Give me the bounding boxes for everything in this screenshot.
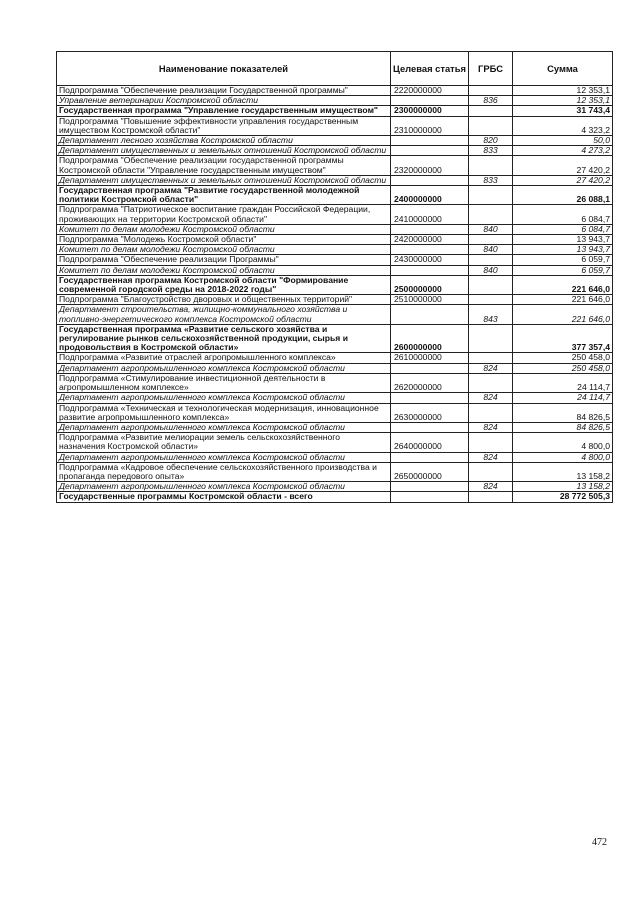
row-grbs-cell: 824	[469, 482, 513, 492]
table-row	[57, 363, 613, 373]
row-grbs-cell: 833	[469, 175, 513, 185]
header-grbs: ГРБС	[469, 52, 513, 86]
table-row	[57, 393, 613, 403]
table-row	[57, 452, 613, 462]
row-target-article-cell: 2420000000	[391, 235, 469, 245]
row-grbs-cell: 833	[469, 146, 513, 156]
table-row	[57, 295, 613, 305]
row-grbs-cell: 824	[469, 363, 513, 373]
row-grbs-cell: 840	[469, 224, 513, 234]
row-name-cell: Подпрограмма "Патриотическое воспитание граждан Российской Федерации, проживающих на территории Костромской области"	[57, 205, 391, 224]
row-sum-cell: 221 646,0	[513, 305, 613, 324]
row-sum-cell: 27 420,2	[513, 156, 613, 175]
row-sum-cell: 12 353,1	[513, 96, 613, 106]
table-row	[57, 305, 613, 324]
row-sum-cell: 250 458,0	[513, 353, 613, 363]
row-target-article-cell	[391, 146, 469, 156]
row-target-article-cell: 2610000000	[391, 353, 469, 363]
row-target-article-cell	[391, 136, 469, 146]
row-name-cell: Подпрограмма "Обеспечение реализации Программы"	[57, 255, 391, 265]
row-sum-cell: 6 059,7	[513, 265, 613, 275]
table-row	[57, 492, 613, 502]
row-target-article-cell: 2310000000	[391, 116, 469, 135]
row-grbs-cell	[469, 462, 513, 481]
row-name-cell: Департамент лесного хозяйства Костромской области	[57, 136, 391, 146]
table-row	[57, 224, 613, 234]
table-body	[57, 86, 613, 503]
row-sum-cell: 84 826,5	[513, 403, 613, 422]
row-target-article-cell: 2630000000	[391, 403, 469, 422]
row-sum-cell: 24 114,7	[513, 373, 613, 392]
row-sum-cell: 377 357,4	[513, 324, 613, 353]
row-name-cell: Государственная программа «Развитие сельского хозяйства и регулирование рынков сельскохозяйственной продукции, сырья и продовольствия в Костромской области»	[57, 324, 391, 353]
table-row	[57, 373, 613, 392]
row-sum-cell: 6 059,7	[513, 255, 613, 265]
row-sum-cell: 84 826,5	[513, 422, 613, 432]
row-grbs-cell: 824	[469, 393, 513, 403]
table-row	[57, 433, 613, 452]
row-sum-cell: 13 943,7	[513, 235, 613, 245]
row-sum-cell: 13 943,7	[513, 245, 613, 255]
row-name-cell: Комитет по делам молодежи Костромской области	[57, 245, 391, 255]
row-name-cell: Комитет по делам молодежи Костромской области	[57, 224, 391, 234]
row-grbs-cell	[469, 492, 513, 502]
row-grbs-cell	[469, 116, 513, 135]
row-grbs-cell	[469, 353, 513, 363]
row-name-cell: Государственная программа "Управление государственным имуществом"	[57, 106, 391, 116]
row-name-cell: Подпрограмма "Благоустройство дворовых и общественных территорий"	[57, 295, 391, 305]
table-row	[57, 324, 613, 353]
row-target-article-cell: 2600000000	[391, 324, 469, 353]
table-row	[57, 86, 613, 96]
row-grbs-cell: 820	[469, 136, 513, 146]
row-name-cell: Подпрограмма "Обеспечение реализации Государственной программы"	[57, 86, 391, 96]
row-name-cell: Департамент агропромышленного комплекса Костромской области	[57, 482, 391, 492]
row-target-article-cell	[391, 175, 469, 185]
row-grbs-cell: 824	[469, 422, 513, 432]
row-grbs-cell	[469, 235, 513, 245]
row-target-article-cell: 2320000000	[391, 156, 469, 175]
row-sum-cell: 250 458,0	[513, 363, 613, 373]
table-row	[57, 235, 613, 245]
row-name-cell: Подпрограмма «Стимулирование инвестиционной деятельности в агропромышленном комплексе»	[57, 373, 391, 392]
row-target-article-cell: 2220000000	[391, 86, 469, 96]
table-row	[57, 245, 613, 255]
row-target-article-cell: 2510000000	[391, 295, 469, 305]
table-row	[57, 422, 613, 432]
row-name-cell: Государственная программа "Развитие государственной молодежной политики Костромской области"	[57, 186, 391, 205]
row-sum-cell: 28 772 505,3	[513, 492, 613, 502]
table-row	[57, 175, 613, 185]
row-target-article-cell	[391, 245, 469, 255]
header-target-article: Целевая статья	[391, 52, 469, 86]
row-target-article-cell	[391, 96, 469, 106]
row-target-article-cell: 2410000000	[391, 205, 469, 224]
row-grbs-cell: 836	[469, 96, 513, 106]
row-grbs-cell: 840	[469, 245, 513, 255]
row-name-cell: Подпрограмма "Обеспечение реализации государственной программы Костромской области "Управление государственным имуществом"	[57, 156, 391, 175]
row-grbs-cell	[469, 156, 513, 175]
row-target-article-cell: 2300000000	[391, 106, 469, 116]
row-target-article-cell	[391, 452, 469, 462]
table-row	[57, 403, 613, 422]
row-target-article-cell	[391, 482, 469, 492]
row-sum-cell: 6 084,7	[513, 205, 613, 224]
row-sum-cell: 27 420,2	[513, 175, 613, 185]
row-sum-cell: 4 800,0	[513, 452, 613, 462]
row-sum-cell: 4 800,0	[513, 433, 613, 452]
row-grbs-cell	[469, 324, 513, 353]
table-row	[57, 255, 613, 265]
row-grbs-cell: 840	[469, 265, 513, 275]
row-name-cell: Подпрограмма «Развитие отраслей агропромышленного комплекса»	[57, 353, 391, 363]
row-sum-cell: 6 084,7	[513, 224, 613, 234]
table-row	[57, 186, 613, 205]
row-name-cell: Подпрограмма "Повышение эффективности управления государственным имуществом Костромской области"	[57, 116, 391, 135]
row-sum-cell: 24 114,7	[513, 393, 613, 403]
row-name-cell: Департамент агропромышленного комплекса Костромской области	[57, 363, 391, 373]
row-target-article-cell	[391, 265, 469, 275]
table-row	[57, 156, 613, 175]
row-sum-cell: 221 646,0	[513, 275, 613, 294]
table-header-row	[57, 52, 613, 86]
row-sum-cell: 12 353,1	[513, 86, 613, 96]
row-target-article-cell: 2400000000	[391, 186, 469, 205]
row-target-article-cell	[391, 492, 469, 502]
row-grbs-cell	[469, 433, 513, 452]
table-row	[57, 265, 613, 275]
row-sum-cell: 13 158,2	[513, 482, 613, 492]
row-grbs-cell	[469, 403, 513, 422]
budget-table	[56, 51, 613, 503]
table-row	[57, 353, 613, 363]
row-grbs-cell	[469, 275, 513, 294]
row-grbs-cell	[469, 106, 513, 116]
header-sum: Сумма	[513, 52, 613, 86]
table-row	[57, 462, 613, 481]
row-name-cell: Департамент агропромышленного комплекса Костромской области	[57, 452, 391, 462]
table-row	[57, 106, 613, 116]
row-name-cell: Департамент строительства, жилищно-коммунального хозяйства и топливно-энергетического комплекса Костромской области	[57, 305, 391, 324]
row-grbs-cell	[469, 295, 513, 305]
row-grbs-cell: 843	[469, 305, 513, 324]
row-sum-cell: 13 158,2	[513, 462, 613, 481]
row-name-cell: Государственная программа Костромской области "Формирование современной городской среды на 2018-2022 годы"	[57, 275, 391, 294]
row-name-cell: Подпрограмма «Развитие мелиорации земель сельскохозяйственного назначения Костромской области»	[57, 433, 391, 452]
row-target-article-cell: 2620000000	[391, 373, 469, 392]
row-target-article-cell	[391, 305, 469, 324]
row-name-cell: Департамент имущественных и земельных отношений Костромской области	[57, 146, 391, 156]
row-name-cell: Подпрограмма «Техническая и технологическая модернизация, инновационное развитие агропромышленного комплекса»	[57, 403, 391, 422]
row-grbs-cell	[469, 186, 513, 205]
row-name-cell: Комитет по делам молодежи Костромской области	[57, 265, 391, 275]
row-target-article-cell	[391, 363, 469, 373]
table-row	[57, 275, 613, 294]
header-name: Наименование показателей	[57, 52, 391, 86]
table-row	[57, 116, 613, 135]
row-grbs-cell: 824	[469, 452, 513, 462]
row-sum-cell: 221 646,0	[513, 295, 613, 305]
row-name-cell: Подпрограмма «Кадровое обеспечение сельскохозяйственного производства и пропаганда передового опыта»	[57, 462, 391, 481]
row-name-cell: Департамент имущественных и земельных отношений Костромской области	[57, 175, 391, 185]
row-target-article-cell: 2500000000	[391, 275, 469, 294]
row-name-cell: Департамент агропромышленного комплекса Костромской области	[57, 393, 391, 403]
row-grbs-cell	[469, 205, 513, 224]
row-grbs-cell	[469, 373, 513, 392]
row-target-article-cell	[391, 393, 469, 403]
table-row	[57, 136, 613, 146]
row-name-cell: Управление ветеринарии Костромской области	[57, 96, 391, 106]
row-name-cell: Подпрограмма "Молодежь Костромской области"	[57, 235, 391, 245]
row-target-article-cell: 2650000000	[391, 462, 469, 481]
row-sum-cell: 4 323,2	[513, 116, 613, 135]
row-name-cell: Департамент агропромышленного комплекса Костромской области	[57, 422, 391, 432]
row-sum-cell: 26 088,1	[513, 186, 613, 205]
table-row	[57, 96, 613, 106]
page-number: 472	[592, 837, 607, 848]
row-sum-cell: 31 743,4	[513, 106, 613, 116]
row-sum-cell: 4 273,2	[513, 146, 613, 156]
table-row	[57, 146, 613, 156]
row-target-article-cell: 2430000000	[391, 255, 469, 265]
row-sum-cell: 50,0	[513, 136, 613, 146]
row-grbs-cell	[469, 86, 513, 96]
row-target-article-cell	[391, 422, 469, 432]
table-row	[57, 482, 613, 492]
table-row	[57, 205, 613, 224]
row-target-article-cell: 2640000000	[391, 433, 469, 452]
row-grbs-cell	[469, 255, 513, 265]
row-name-cell: Государственные программы Костромской области - всего	[57, 492, 391, 502]
row-target-article-cell	[391, 224, 469, 234]
